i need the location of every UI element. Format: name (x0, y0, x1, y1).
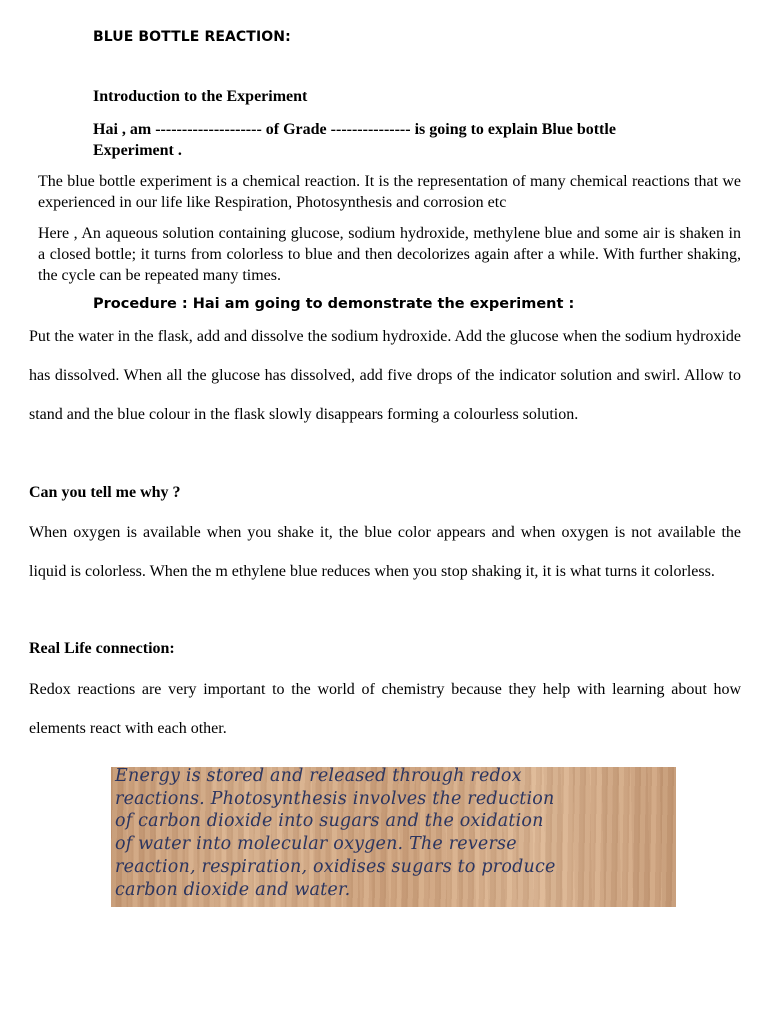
real-life-text: Redox reactions are very important to the world of chemistry because they help with learning about how elements react with each other. (29, 681, 741, 738)
paragraph-solution-description: Here , An aqueous solution containing glucose, sodium hydroxide, methylene blue and some air is shaken in a closed bottle; it turns from colorless to blue and then decolorizes again after a while. With further shaking, the cycle can be repeated many times. (38, 225, 741, 284)
paragraph-experiment-description: The blue bottle experiment is a chemical reaction. It is the representation of many chemical reactions that we experienced in our life like Respiration, Photosynthesis and corrosion etc (38, 173, 741, 211)
image-text-line: Energy is stored and released through redox (115, 766, 522, 786)
answer-text: When oxygen is available when you shake it, the blue color appears and when oxygen is not available the liquid is colorless. When the m ethylene blue reduces when you stop shaking it, it is what turns it colorless. (29, 524, 741, 581)
redox-image-caption (115, 765, 675, 901)
image-text-line: reaction, respiration, oxidises sugars to produce (115, 856, 556, 877)
image-text-line: carbon dioxide and water. (115, 879, 351, 900)
real-life-heading: Real Life connection: (29, 640, 175, 657)
image-text-line: of water into molecular oxygen. The reverse (115, 834, 517, 855)
intro-heading: Introduction to the Experiment (93, 88, 308, 105)
redox-text-image (111, 767, 676, 907)
document-title: BLUE BOTTLE REACTION: (93, 29, 291, 45)
question-heading: Can you tell me why ? (29, 484, 181, 501)
intro-line: Hai , am -------------------- of Grade --------------- is going to explain Blue bottle Experiment . (93, 121, 616, 159)
procedure-text: Put the water in the flask, add and dissolve the sodium hydroxide. Add the glucose when the sodium hydroxide has dissolved. When all the glucose has dissolved, add five drops of the indicator solution and swirl. Allow to stand and the blue colour in the flask slowly disappears forming a colourless solution. (29, 328, 741, 424)
procedure-heading: Procedure : Hai am going to demonstrate the experiment : (93, 296, 575, 312)
image-text-line: of carbon dioxide into sugars and the oxidation (115, 811, 544, 832)
image-text-line: reactions. Photosynthesis involves the reduction (115, 788, 555, 809)
